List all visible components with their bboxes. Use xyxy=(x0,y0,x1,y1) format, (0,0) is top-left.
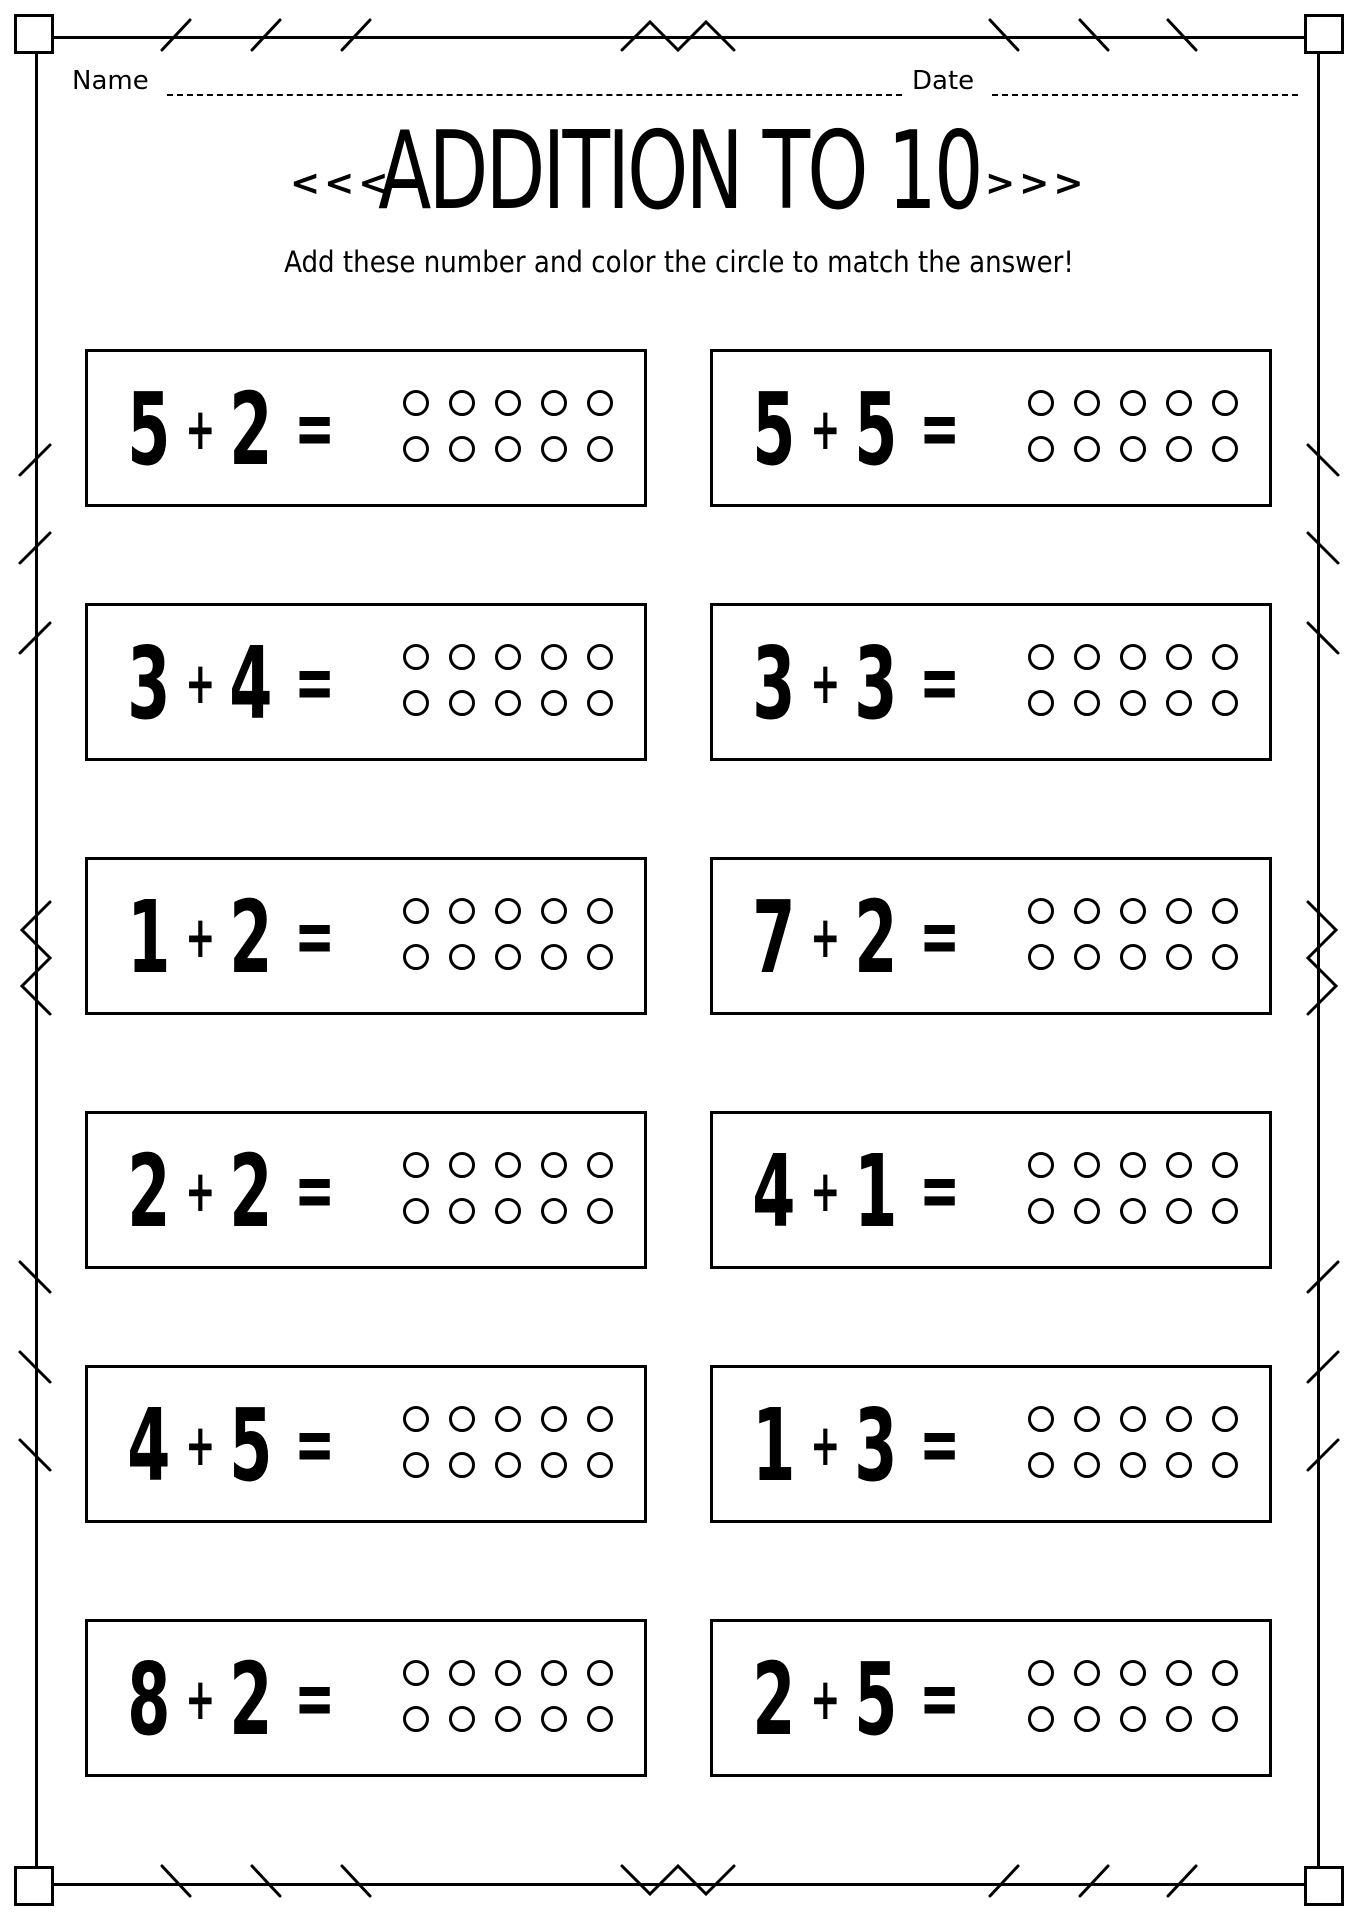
answer-circle[interactable] xyxy=(1166,1198,1192,1224)
first-addend: 3 xyxy=(752,624,796,742)
answer-circle[interactable] xyxy=(403,1452,429,1478)
answer-circle[interactable] xyxy=(587,1706,613,1732)
answer-circle[interactable] xyxy=(541,690,567,716)
second-addend: 5 xyxy=(229,1386,273,1504)
name-blank-line[interactable] xyxy=(167,74,902,96)
answer-circle[interactable] xyxy=(1212,1406,1238,1432)
answer-circle[interactable] xyxy=(495,1660,521,1686)
answer-circle[interactable] xyxy=(1074,1660,1100,1686)
answer-circle[interactable] xyxy=(1166,944,1192,970)
answer-circle[interactable] xyxy=(1120,1660,1146,1686)
answer-circle[interactable] xyxy=(1028,1152,1054,1178)
answer-circle[interactable] xyxy=(541,436,567,462)
answer-circle[interactable] xyxy=(587,436,613,462)
answer-circle[interactable] xyxy=(1166,1706,1192,1732)
answer-circle[interactable] xyxy=(541,390,567,416)
second-addend: 2 xyxy=(229,1132,273,1250)
answer-circle[interactable] xyxy=(495,898,521,924)
answer-circle[interactable] xyxy=(403,436,429,462)
answer-circles xyxy=(403,1406,613,1478)
answer-circle[interactable] xyxy=(449,690,475,716)
answer-circle[interactable] xyxy=(1212,944,1238,970)
answer-circle[interactable] xyxy=(587,1406,613,1432)
answer-circle[interactable] xyxy=(587,944,613,970)
answer-circle[interactable] xyxy=(1166,898,1192,924)
answer-circle[interactable] xyxy=(1074,690,1100,716)
answer-circle[interactable] xyxy=(1120,1198,1146,1224)
answer-circle[interactable] xyxy=(403,1152,429,1178)
answer-circle[interactable] xyxy=(449,436,475,462)
plus-sign: + xyxy=(809,1665,840,1733)
date-field[interactable] xyxy=(912,66,1298,96)
answer-circle[interactable] xyxy=(1074,390,1100,416)
answer-circle[interactable] xyxy=(403,690,429,716)
left-arrows: <<< xyxy=(290,163,393,204)
answer-circle[interactable] xyxy=(495,1452,521,1478)
problem-box xyxy=(85,857,647,1015)
equation xyxy=(124,364,347,494)
answer-circle[interactable] xyxy=(541,1660,567,1686)
first-addend: 7 xyxy=(752,878,796,996)
answer-circle[interactable] xyxy=(495,644,521,670)
answer-circle[interactable] xyxy=(449,1452,475,1478)
answer-circle[interactable] xyxy=(449,1706,475,1732)
answer-circle[interactable] xyxy=(1028,944,1054,970)
answer-circle[interactable] xyxy=(1120,1152,1146,1178)
answer-circle[interactable] xyxy=(1028,1452,1054,1478)
answer-circle[interactable] xyxy=(1120,898,1146,924)
answer-circle[interactable] xyxy=(495,1406,521,1432)
problem-box xyxy=(85,603,647,761)
answer-circle[interactable] xyxy=(1166,644,1192,670)
answer-circle[interactable] xyxy=(541,898,567,924)
equals-sign: = xyxy=(294,384,335,474)
answer-circle[interactable] xyxy=(1120,1706,1146,1732)
answer-circle[interactable] xyxy=(495,436,521,462)
answer-circles xyxy=(403,644,613,716)
answer-circle[interactable] xyxy=(1166,390,1192,416)
answer-circle[interactable] xyxy=(495,690,521,716)
plus-sign: + xyxy=(184,395,215,463)
answer-circle[interactable] xyxy=(495,1198,521,1224)
answer-circle[interactable] xyxy=(1166,690,1192,716)
answer-circle[interactable] xyxy=(495,1706,521,1732)
answer-circle[interactable] xyxy=(541,944,567,970)
name-label: Name xyxy=(72,66,149,96)
equals-sign: = xyxy=(294,892,335,982)
answer-circle[interactable] xyxy=(1028,436,1054,462)
answer-circle[interactable] xyxy=(587,898,613,924)
equals-sign: = xyxy=(294,638,335,728)
instructions-text: Add these number and color the circle to match the answer! xyxy=(284,245,1074,279)
second-addend: 2 xyxy=(229,370,273,488)
equals-sign: = xyxy=(294,1146,335,1236)
problem-box xyxy=(710,1619,1272,1777)
answer-circle[interactable] xyxy=(1074,436,1100,462)
plus-sign: + xyxy=(809,903,840,971)
equals-sign: = xyxy=(919,1400,960,1490)
problem-box xyxy=(710,857,1272,1015)
date-blank-line[interactable] xyxy=(992,74,1298,96)
second-addend: 2 xyxy=(229,878,273,996)
problem-box xyxy=(85,1365,647,1523)
answer-circle[interactable] xyxy=(1120,436,1146,462)
answer-circle[interactable] xyxy=(1120,1406,1146,1432)
answer-circles xyxy=(403,1152,613,1224)
equation xyxy=(749,1126,972,1256)
equation xyxy=(749,364,972,494)
answer-circle[interactable] xyxy=(541,644,567,670)
answer-circle[interactable] xyxy=(1212,390,1238,416)
plus-sign: + xyxy=(184,1157,215,1225)
answer-circle[interactable] xyxy=(541,1706,567,1732)
equation xyxy=(749,1380,972,1510)
answer-circle[interactable] xyxy=(403,1706,429,1732)
answer-circle[interactable] xyxy=(541,1452,567,1478)
plus-sign: + xyxy=(809,1157,840,1225)
answer-circle[interactable] xyxy=(449,944,475,970)
answer-circles xyxy=(1028,1406,1238,1478)
answer-circle[interactable] xyxy=(1028,898,1054,924)
answer-circle[interactable] xyxy=(403,644,429,670)
answer-circle[interactable] xyxy=(449,390,475,416)
answer-circle[interactable] xyxy=(587,1452,613,1478)
equation xyxy=(124,618,347,748)
first-addend: 5 xyxy=(752,370,796,488)
answer-circle[interactable] xyxy=(587,1198,613,1224)
plus-sign: + xyxy=(184,649,215,717)
answer-circle[interactable] xyxy=(1166,1406,1192,1432)
answer-circle[interactable] xyxy=(1212,1198,1238,1224)
answer-circle[interactable] xyxy=(1166,1152,1192,1178)
answer-circle[interactable] xyxy=(1166,436,1192,462)
first-addend: 1 xyxy=(127,878,171,996)
answer-circles xyxy=(1028,1152,1238,1224)
answer-circles xyxy=(403,390,613,462)
plus-sign: + xyxy=(809,1411,840,1479)
answer-circle[interactable] xyxy=(403,898,429,924)
answer-circle[interactable] xyxy=(1028,1406,1054,1432)
equation xyxy=(124,1380,347,1510)
equals-sign: = xyxy=(294,1654,335,1744)
equals-sign: = xyxy=(919,384,960,474)
plus-sign: + xyxy=(809,649,840,717)
problem-box xyxy=(710,603,1272,761)
answer-circle[interactable] xyxy=(1212,644,1238,670)
answer-circle[interactable] xyxy=(449,644,475,670)
answer-circle[interactable] xyxy=(449,1152,475,1178)
equals-sign: = xyxy=(919,1654,960,1744)
answer-circle[interactable] xyxy=(495,944,521,970)
second-addend: 5 xyxy=(854,1640,898,1758)
answer-circle[interactable] xyxy=(1074,1452,1100,1478)
answer-circle[interactable] xyxy=(1212,1152,1238,1178)
answer-circle[interactable] xyxy=(1028,390,1054,416)
first-addend: 3 xyxy=(127,624,171,742)
answer-circle[interactable] xyxy=(403,1660,429,1686)
answer-circle[interactable] xyxy=(403,390,429,416)
second-addend: 5 xyxy=(854,370,898,488)
answer-circle[interactable] xyxy=(1212,436,1238,462)
answer-circle[interactable] xyxy=(541,1198,567,1224)
answer-circle[interactable] xyxy=(1212,690,1238,716)
equation xyxy=(749,872,972,1002)
first-addend: 4 xyxy=(752,1132,796,1250)
answer-circle[interactable] xyxy=(1074,1198,1100,1224)
answer-circles xyxy=(1028,644,1238,716)
problem-box xyxy=(85,1111,647,1269)
answer-circle[interactable] xyxy=(1120,644,1146,670)
equals-sign: = xyxy=(919,892,960,982)
equation xyxy=(124,872,347,1002)
plus-sign: + xyxy=(184,903,215,971)
answer-circle[interactable] xyxy=(541,1406,567,1432)
equation xyxy=(749,618,972,748)
answer-circles xyxy=(403,1660,613,1732)
right-arrows: >>> xyxy=(985,163,1088,204)
answer-circle[interactable] xyxy=(1028,1660,1054,1686)
answer-circle[interactable] xyxy=(1074,1152,1100,1178)
first-addend: 2 xyxy=(127,1132,171,1250)
second-addend: 2 xyxy=(854,878,898,996)
answer-circle[interactable] xyxy=(1166,1452,1192,1478)
answer-circle[interactable] xyxy=(587,644,613,670)
page-title: ADDITION TO 10 xyxy=(377,109,981,234)
problem-box xyxy=(710,349,1272,507)
answer-circle[interactable] xyxy=(587,1152,613,1178)
second-addend: 4 xyxy=(229,624,273,742)
answer-circle[interactable] xyxy=(495,1152,521,1178)
problem-box xyxy=(85,349,647,507)
answer-circle[interactable] xyxy=(1120,944,1146,970)
answer-circle[interactable] xyxy=(1074,898,1100,924)
second-addend: 1 xyxy=(854,1132,898,1250)
answer-circle[interactable] xyxy=(1028,1706,1054,1732)
answer-circles xyxy=(1028,898,1238,970)
answer-circle[interactable] xyxy=(449,1198,475,1224)
first-addend: 1 xyxy=(752,1386,796,1504)
answer-circle[interactable] xyxy=(1074,1706,1100,1732)
name-field[interactable] xyxy=(72,66,902,96)
answer-circle[interactable] xyxy=(449,898,475,924)
date-label: Date xyxy=(912,66,975,96)
answer-circle[interactable] xyxy=(1028,690,1054,716)
plus-sign: + xyxy=(184,1665,215,1733)
answer-circle[interactable] xyxy=(1212,1452,1238,1478)
equals-sign: = xyxy=(294,1400,335,1490)
answer-circle[interactable] xyxy=(1166,1660,1192,1686)
plus-sign: + xyxy=(809,395,840,463)
problem-box xyxy=(710,1111,1272,1269)
equation xyxy=(124,1126,347,1256)
answer-circles xyxy=(1028,390,1238,462)
equation xyxy=(749,1634,972,1764)
answer-circle[interactable] xyxy=(449,1660,475,1686)
answer-circle[interactable] xyxy=(403,944,429,970)
equation xyxy=(124,1634,347,1764)
answer-circle[interactable] xyxy=(541,1152,567,1178)
answer-circle[interactable] xyxy=(1212,898,1238,924)
second-addend: 2 xyxy=(229,1640,273,1758)
first-addend: 5 xyxy=(127,370,171,488)
answer-circle[interactable] xyxy=(449,1406,475,1432)
answer-circle[interactable] xyxy=(403,1406,429,1432)
answer-circle[interactable] xyxy=(1120,690,1146,716)
answer-circles xyxy=(1028,1660,1238,1732)
answer-circle[interactable] xyxy=(1028,1198,1054,1224)
answer-circle[interactable] xyxy=(1120,1452,1146,1478)
answer-circles xyxy=(403,898,613,970)
answer-circle[interactable] xyxy=(1074,1406,1100,1432)
second-addend: 3 xyxy=(854,624,898,742)
answer-circle[interactable] xyxy=(587,1660,613,1686)
plus-sign: + xyxy=(184,1411,215,1479)
answer-circle[interactable] xyxy=(1120,390,1146,416)
answer-circle[interactable] xyxy=(1028,644,1054,670)
equals-sign: = xyxy=(919,638,960,728)
answer-circle[interactable] xyxy=(1212,1660,1238,1686)
second-addend: 3 xyxy=(854,1386,898,1504)
problem-box xyxy=(710,1365,1272,1523)
answer-circle[interactable] xyxy=(587,390,613,416)
answer-circle[interactable] xyxy=(587,690,613,716)
answer-circle[interactable] xyxy=(1074,644,1100,670)
answer-circle[interactable] xyxy=(1074,944,1100,970)
first-addend: 2 xyxy=(752,1640,796,1758)
answer-circle[interactable] xyxy=(495,390,521,416)
equals-sign: = xyxy=(919,1146,960,1236)
answer-circle[interactable] xyxy=(1212,1706,1238,1732)
first-addend: 4 xyxy=(127,1386,171,1504)
problem-box xyxy=(85,1619,647,1777)
answer-circle[interactable] xyxy=(403,1198,429,1224)
first-addend: 8 xyxy=(127,1640,171,1758)
